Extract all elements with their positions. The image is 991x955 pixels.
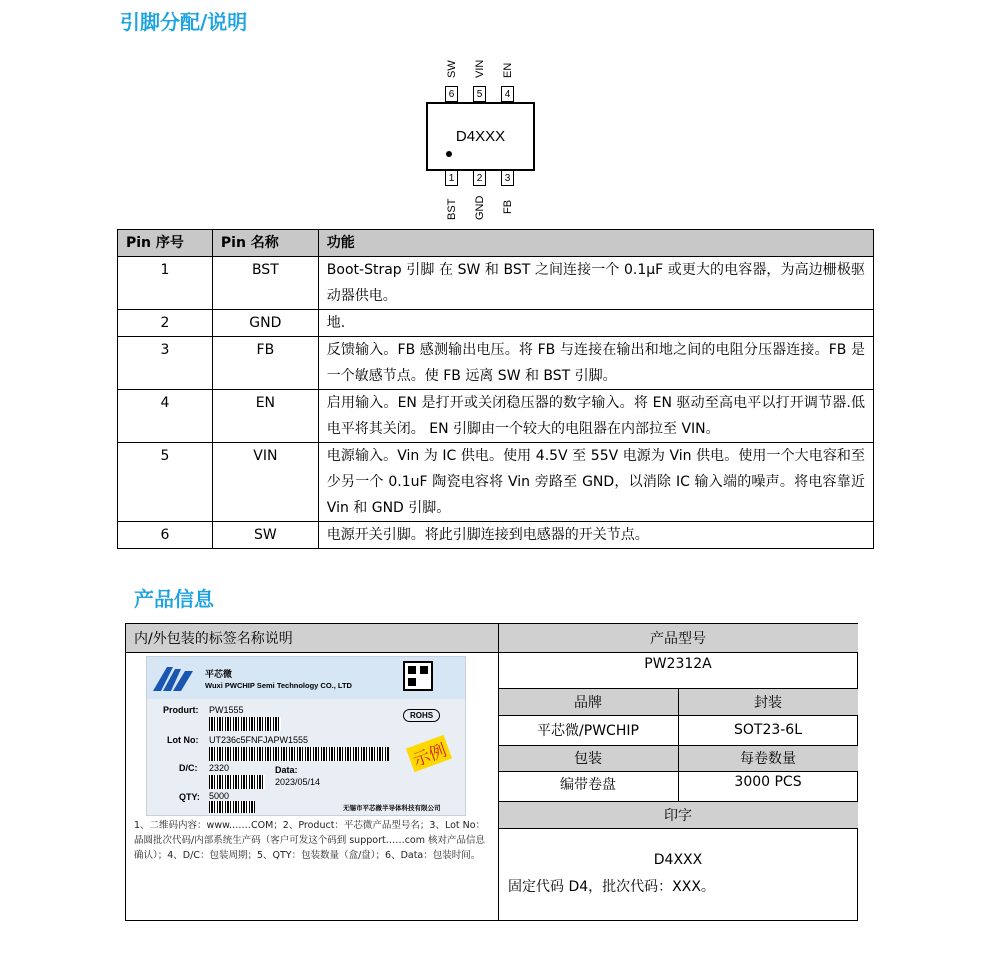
label-dc-val: 2320 [209, 763, 230, 773]
package-label-card [146, 656, 466, 816]
example-stamp: 示例 [406, 735, 452, 772]
barcode-lot [209, 747, 389, 761]
pin-label-gnd: GND [474, 195, 486, 220]
package-value: SOT23-6L [733, 722, 803, 738]
table-row [118, 390, 874, 443]
header-function: 功能 [318, 230, 873, 257]
ic-package-diagram [410, 52, 570, 222]
pin-label-sw: SW [446, 60, 458, 78]
label-note: 1、二维码内容：www.……COM；2、Product：平芯微产品型号名；3、Lot No：晶圆批次代码/内部系统生产码（客户可发这个码到 support……com 核对产品信息确认）；4、D/C：包装周期；5、QTY：包装数量（盒/盘）；6、Data：包装时间。 [134, 820, 486, 861]
section-title-pin: 引脚分配/说明 [120, 10, 248, 34]
label-date-key: Data: [275, 765, 298, 775]
brand-header: 品牌 [498, 688, 678, 715]
marking-value: D4XXX [653, 852, 703, 868]
header-pin-name: Pin 名称 [212, 230, 318, 257]
pin-label-bst: BST [446, 198, 458, 220]
marking-note: 固定代码 D4，批次代码：XXX。 [508, 879, 715, 895]
pin1-dot [446, 151, 452, 157]
pin-name: GND [212, 310, 318, 337]
label-footer: 无锡市平芯微半导体科技有限公司 [343, 805, 441, 812]
label-company-cn: 平芯微 [205, 669, 233, 679]
label-company-en: Wuxi PWCHIP Semi Technology CO., LTD [205, 681, 352, 690]
table-row [118, 257, 874, 310]
label-product-val: PW1555 [209, 705, 244, 715]
pin-name: EN [212, 390, 318, 443]
pin-num: 4 [118, 390, 213, 443]
model-value: PW2312A [644, 656, 712, 672]
qr-code-icon [403, 661, 433, 691]
header-pin-num: Pin 序号 [118, 230, 213, 257]
pin-name: SW [212, 522, 318, 549]
pin-name: VIN [212, 443, 318, 522]
pin-num: 1 [118, 257, 213, 310]
pin-table [117, 229, 874, 549]
product-info-table [125, 623, 858, 921]
pin-box-5: 5 [473, 86, 486, 102]
pin-box-4: 4 [501, 86, 514, 102]
pin-label-vin: VIN [474, 59, 486, 78]
label-lot-val: UT236c5FNFJAPW1555 [209, 735, 309, 745]
pin-box-3: 3 [501, 170, 514, 186]
pin-num: 2 [118, 310, 213, 337]
ic-body [426, 102, 535, 171]
label-dc-key: D/C: [179, 763, 198, 773]
pin-desc: 反馈输入。FB 感测输出电压。将 FB 与连接在输出和地之间的电阻分压器连接。FB 是一个敏感节点。使 FB 远离 SW 和 BST 引脚。 [318, 337, 873, 390]
pin-num: 5 [118, 443, 213, 522]
brand-value: 平芯微/PWCHIP [537, 723, 639, 739]
pin-desc: 电源输入。Vin 为 IC 供电。使用 4.5V 至 55V 电源为 Vin 供电。使用一个大电容和至少另一个 0.1uF 陶瓷电容将 Vin 旁路至 GND，以消除 IC 输入端的噪声。将电容靠近 Vin 和 GND 引脚。 [318, 443, 873, 522]
pin-label-en: EN [502, 62, 514, 78]
pin-name: FB [212, 337, 318, 390]
section-title-product: 产品信息 [134, 587, 214, 611]
pin-name: BST [212, 257, 318, 310]
label-product-key: Produrt: [163, 705, 199, 715]
label-lot-key: Lot No: [167, 735, 199, 745]
barcode-qty [209, 801, 255, 813]
pin-box-6: 6 [445, 86, 458, 102]
packing-value: 编带卷盘 [560, 777, 616, 793]
model-header: 产品型号 [498, 624, 858, 652]
pin-desc: 启用输入。EN 是打开或关闭稳压器的数字输入。将 EN 驱动至高电平以打开调节器.低电平将其关闭。 EN 引脚由一个较大的电阻器在内部拉至 VIN。 [318, 390, 873, 443]
pin-desc: Boot-Strap 引脚 在 SW 和 BST 之间连接一个 0.1μF 或更大的电容器，为高边栅极驱动器供电。 [318, 257, 873, 310]
pin-desc: 地. [318, 310, 873, 337]
pin-box-1: 1 [445, 170, 458, 186]
label-qty-key: QTY: [179, 792, 200, 802]
marking-header: 印字 [498, 801, 858, 828]
pin-num: 3 [118, 337, 213, 390]
label-header: 内/外包装的标签名称说明 [126, 624, 498, 652]
package-header: 封装 [678, 688, 858, 715]
barcode-product [209, 717, 281, 731]
table-row [118, 443, 874, 522]
label-qty-val: 5000 [209, 791, 230, 801]
label-date-val: 2023/05/14 [275, 777, 321, 787]
table-row [118, 522, 874, 549]
barcode-dc [209, 775, 265, 789]
qty-header: 每卷数量 [678, 745, 858, 771]
qty-value: 3000 PCS [734, 774, 802, 790]
rohs-badge: ROHS [403, 709, 440, 722]
pin-label-fb: FB [502, 199, 514, 214]
table-row [118, 337, 874, 390]
pin-desc: 电源开关引脚。将此引脚连接到电感器的开关节点。 [318, 522, 873, 549]
packing-header: 包装 [498, 745, 678, 771]
pin-num: 6 [118, 522, 213, 549]
pwchip-logo-icon [153, 665, 197, 691]
table-header-row [118, 230, 874, 257]
pin-box-2: 2 [473, 170, 486, 186]
ic-marking: D4XXX [455, 128, 506, 145]
table-row [118, 310, 874, 337]
